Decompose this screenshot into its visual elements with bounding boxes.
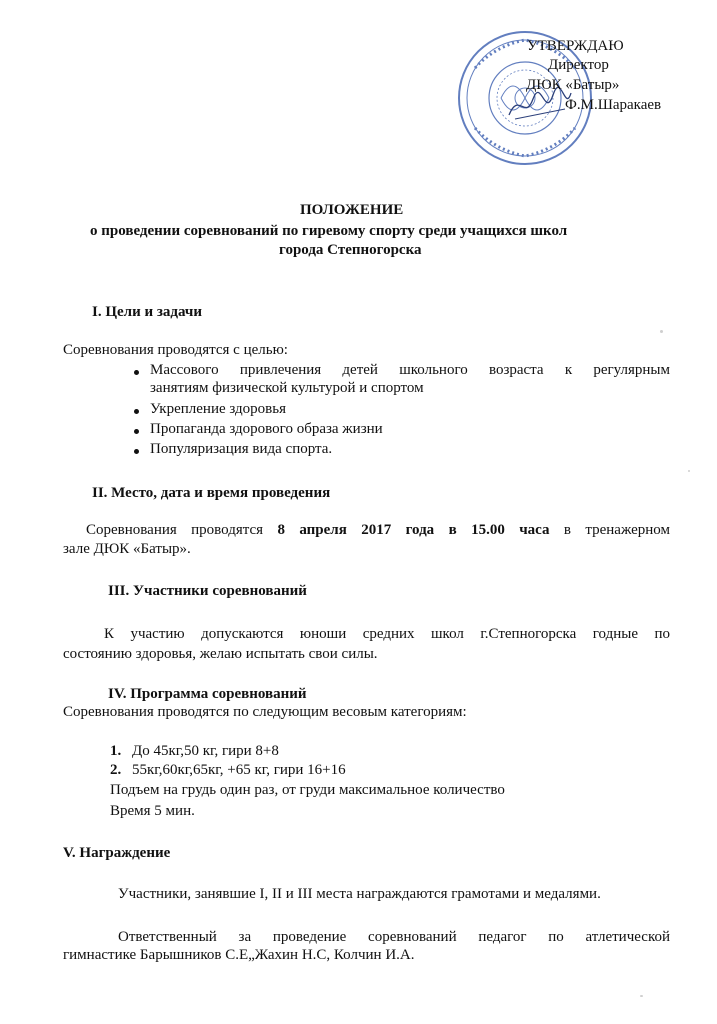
- category-item: 55кг,60кг,65кг, +65 кг, гири 16+16: [132, 762, 346, 778]
- bullet-icon: [134, 429, 139, 434]
- section-2-paragraph: [86, 521, 670, 539]
- scan-speck: [660, 330, 663, 333]
- section-4-time: Время 5 мин.: [110, 803, 195, 819]
- section-1-bullet-4: Популяризация вида спорта.: [150, 441, 333, 457]
- approval-org: ДЮК «Батыр»: [526, 77, 620, 93]
- section-2-time: 15.00 часа: [471, 522, 550, 538]
- section-1-bullet-1: Массового привлечения детей школьного возраста к регулярным: [150, 362, 670, 378]
- section-3-heading: III. Участники соревнований: [108, 583, 307, 599]
- bullet-icon: [134, 409, 139, 414]
- section-5-paragraph-2-cont: гимнастике Барышников С.Е„Жахин Н.С, Колчин И.А.: [63, 947, 415, 963]
- section-5-paragraph-1: Участники, занявшие I, II и III места награждаются грамотами и медалями.: [118, 886, 601, 902]
- document-subtitle: о проведении соревнований по гиревому спорту среди учащихся школ: [90, 223, 568, 239]
- section-2-text-a: Соревнования проводятся: [86, 522, 264, 538]
- approval-signatory: Ф.М.Шаракаев: [565, 97, 662, 113]
- section-4-heading: IV. Программа соревнований: [108, 686, 307, 702]
- approval-position: Директор: [548, 57, 609, 73]
- section-4-note: Подъем на грудь один раз, от груди максимальное количество: [110, 782, 505, 798]
- section-1-intro: Соревнования проводятся с целью:: [63, 342, 288, 358]
- section-2-date: 8 апреля 2017 года: [277, 522, 435, 538]
- category-number: 1.: [110, 743, 122, 759]
- scan-speck: [688, 470, 690, 472]
- section-2-text-b: в: [448, 522, 457, 538]
- category-number: 2.: [110, 762, 122, 778]
- section-3-line-1: К участию допускаются юноши средних школ г.Степногорска годные по: [104, 626, 670, 642]
- section-3-line-2: состоянию здоровья, желаю испытать свои силы.: [63, 646, 378, 662]
- bullet-icon: [134, 370, 139, 375]
- approval-title: УТВЕРЖДАЮ: [527, 38, 624, 54]
- section-2-heading: II. Место, дата и время проведения: [92, 485, 331, 501]
- bullet-icon: [134, 449, 139, 454]
- section-2-line-2: зале ДЮК «Батыр».: [63, 541, 191, 557]
- section-5-heading: V. Награждение: [63, 845, 171, 861]
- section-1-bullet-1-cont: занятиям физической культурой и спортом: [150, 380, 424, 396]
- section-1-bullet-3: Пропаганда здорового образа жизни: [150, 421, 383, 437]
- document-subtitle-city: города Степногорска: [279, 242, 422, 258]
- section-4-intro: Соревнования проводятся по следующим весовым категориям:: [63, 704, 467, 720]
- category-item: До 45кг,50 кг, гири 8+8: [132, 743, 279, 759]
- section-1-heading: I. Цели и задачи: [92, 304, 202, 320]
- scan-speck: [640, 995, 643, 997]
- section-1-bullet-2: Укрепление здоровья: [150, 401, 286, 417]
- document-title: ПОЛОЖЕНИЕ: [300, 202, 404, 218]
- section-2-text-c: в тренажерном: [563, 522, 671, 538]
- section-5-paragraph-2: Ответственный за проведение соревнований педагог по атлетической: [118, 929, 670, 945]
